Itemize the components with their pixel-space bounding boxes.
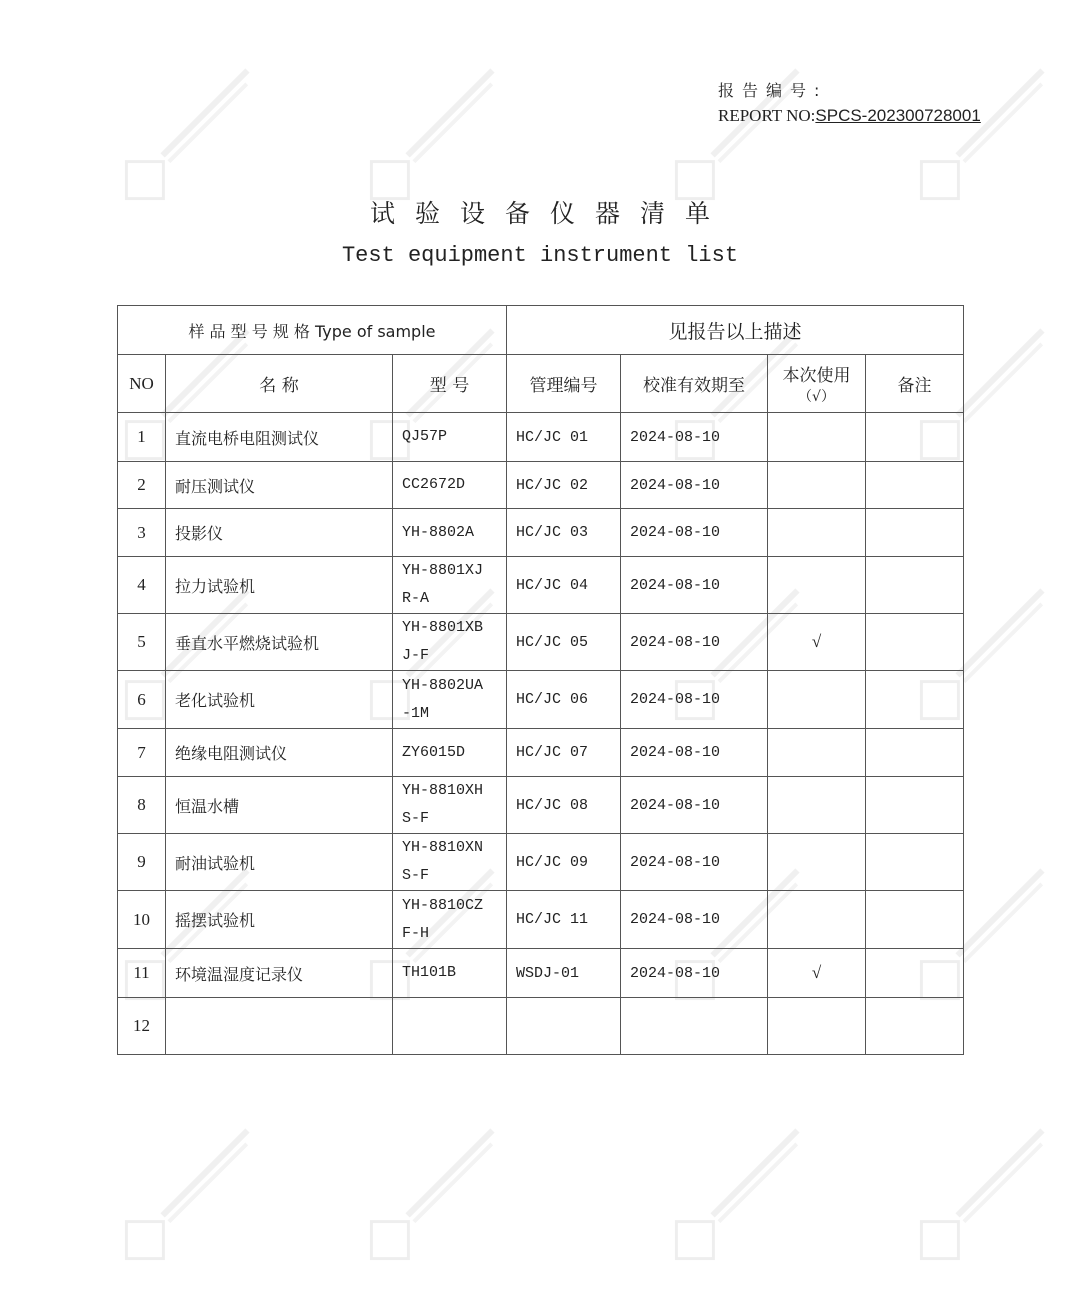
cell-mgmt-no: HC/JC 04 <box>507 557 621 614</box>
cell-model-text: ZY6015D <box>402 743 466 761</box>
table-row <box>118 614 964 671</box>
cell-no: 9 <box>118 834 166 891</box>
report-label-en: REPORT NO: <box>718 106 816 125</box>
cell-mgmt-no: HC/JC 01 <box>507 413 621 462</box>
title-chinese: 试验设备仪器清单 <box>369 199 730 228</box>
cell-name: 耐油试验机 <box>166 834 393 891</box>
cell-mgmt-no: HC/JC 06 <box>507 671 621 729</box>
header-row <box>118 355 964 413</box>
cell-used <box>768 462 866 509</box>
cell-mgmt-no: HC/JC 09 <box>507 834 621 891</box>
cell-name: 摇摆试验机 <box>166 891 393 949</box>
cell-model <box>393 891 507 949</box>
cell-remarks <box>866 998 964 1055</box>
cell-used: √ <box>768 949 866 998</box>
cell-valid-until: 2024-08-10 <box>621 891 768 949</box>
cell-name <box>166 998 393 1055</box>
cell-model <box>393 462 507 509</box>
cell-valid-until: 2024-08-10 <box>621 777 768 834</box>
report-label-cn: 报告编号: <box>718 81 828 100</box>
table-row <box>118 557 964 614</box>
cell-used <box>768 998 866 1055</box>
cell-used <box>768 729 866 777</box>
table-row <box>118 777 964 834</box>
cell-no: 10 <box>118 891 166 949</box>
cell-name: 耐压测试仪 <box>166 462 393 509</box>
cell-valid-until: 2024-08-10 <box>621 413 768 462</box>
cell-remarks <box>866 671 964 729</box>
cell-used <box>768 891 866 949</box>
cell-valid-until: 2024-08-10 <box>621 462 768 509</box>
report-number: SPCS-202300728001 <box>815 106 981 125</box>
table-row <box>118 891 964 949</box>
cell-remarks <box>866 949 964 998</box>
cell-mgmt-no: HC/JC 07 <box>507 729 621 777</box>
table-row <box>118 413 964 462</box>
watermark-logo <box>145 1120 265 1240</box>
sample-type-value: 见报告以上描述 <box>507 306 964 355</box>
cell-name: 直流电桥电阻测试仪 <box>166 413 393 462</box>
cell-used: √ <box>768 614 866 671</box>
cell-remarks <box>866 413 964 462</box>
cell-used <box>768 509 866 557</box>
cell-mgmt-no: HC/JC 08 <box>507 777 621 834</box>
report-number-block <box>718 78 981 128</box>
table-row <box>118 462 964 509</box>
cell-model-text: TH101B <box>402 964 457 981</box>
cell-no: 4 <box>118 557 166 614</box>
cell-name: 恒温水槽 <box>166 777 393 834</box>
cell-model-text: YH-8810CZF-H <box>402 896 484 942</box>
cell-mgmt-no: WSDJ-01 <box>507 949 621 998</box>
cell-remarks <box>866 729 964 777</box>
cell-no: 3 <box>118 509 166 557</box>
cell-valid-until: 2024-08-10 <box>621 949 768 998</box>
header-model: 型 号 <box>393 355 507 413</box>
cell-valid-until: 2024-08-10 <box>621 729 768 777</box>
cell-remarks <box>866 557 964 614</box>
table-row <box>118 834 964 891</box>
cell-valid-until: 2024-08-10 <box>621 557 768 614</box>
cell-model <box>393 509 507 557</box>
cell-valid-until <box>621 998 768 1055</box>
cell-model <box>393 413 507 462</box>
cell-name: 环境温湿度记录仪 <box>166 949 393 998</box>
cell-no: 2 <box>118 462 166 509</box>
cell-mgmt-no <box>507 998 621 1055</box>
cell-name: 老化试验机 <box>166 671 393 729</box>
cell-no: 6 <box>118 671 166 729</box>
cell-used <box>768 413 866 462</box>
cell-used <box>768 671 866 729</box>
table-row <box>118 949 964 998</box>
cell-model-text: YH-8802A <box>402 523 475 541</box>
header-used <box>768 355 866 413</box>
cell-mgmt-no: HC/JC 02 <box>507 462 621 509</box>
table-row <box>118 729 964 777</box>
table-row <box>118 671 964 729</box>
header-used-line2: （√） <box>798 389 835 405</box>
cell-model-text: YH-8810XNS-F <box>402 839 484 884</box>
cell-name: 投影仪 <box>166 509 393 557</box>
cell-remarks <box>866 891 964 949</box>
header-used-line1: 本次使用 <box>782 366 851 386</box>
cell-name: 垂直水平燃烧试验机 <box>166 614 393 671</box>
cell-used <box>768 834 866 891</box>
cell-model-text: YH-8802UA-1M <box>402 676 484 722</box>
header-mgmt-no: 管理编号 <box>507 355 621 413</box>
cell-no: 11 <box>118 949 166 998</box>
cell-no: 1 <box>118 413 166 462</box>
cell-no: 12 <box>118 998 166 1055</box>
cell-no: 5 <box>118 614 166 671</box>
cell-used <box>768 557 866 614</box>
cell-no: 8 <box>118 777 166 834</box>
cell-name: 绝缘电阻测试仪 <box>166 729 393 777</box>
watermark-logo <box>940 1120 1060 1240</box>
cell-mgmt-no: HC/JC 05 <box>507 614 621 671</box>
cell-valid-until: 2024-08-10 <box>621 834 768 891</box>
sample-type-label-text: 样 品 型 号 规 格 Type of sample <box>188 321 436 341</box>
watermark-logo <box>390 60 510 180</box>
watermark-logo <box>145 60 265 180</box>
cell-remarks <box>866 462 964 509</box>
table-row <box>118 509 964 557</box>
table-row <box>118 998 964 1055</box>
cell-model-text: QJ57P <box>402 428 448 445</box>
cell-model-text: YH-8801XBJ-F <box>402 619 484 664</box>
cell-used <box>768 777 866 834</box>
cell-valid-until: 2024-08-10 <box>621 509 768 557</box>
cell-no: 7 <box>118 729 166 777</box>
cell-remarks <box>866 509 964 557</box>
header-name: 名 称 <box>166 355 393 413</box>
cell-remarks <box>866 834 964 891</box>
cell-valid-until: 2024-08-10 <box>621 671 768 729</box>
cell-model <box>393 557 507 614</box>
watermark-logo <box>390 1120 510 1240</box>
cell-remarks <box>866 614 964 671</box>
header-no: NO <box>118 355 166 413</box>
cell-model-text: CC2672D <box>402 476 466 493</box>
cell-valid-until: 2024-08-10 <box>621 614 768 671</box>
cell-name: 拉力试验机 <box>166 557 393 614</box>
cell-model <box>393 614 507 671</box>
cell-model-text: YH-8810XHS-F <box>402 782 484 827</box>
cell-model <box>393 949 507 998</box>
header-valid-until: 校准有效期至 <box>621 355 768 413</box>
equipment-table <box>117 305 964 1055</box>
cell-remarks <box>866 777 964 834</box>
header-remarks: 备注 <box>866 355 964 413</box>
title-english: Test equipment instrument list <box>341 243 739 268</box>
cell-model <box>393 834 507 891</box>
cell-model <box>393 998 507 1055</box>
sample-type-row <box>118 306 964 355</box>
sample-type-label <box>118 306 507 355</box>
cell-model <box>393 729 507 777</box>
watermark-logo <box>695 1120 815 1240</box>
cell-mgmt-no: HC/JC 03 <box>507 509 621 557</box>
cell-mgmt-no: HC/JC 11 <box>507 891 621 949</box>
cell-model <box>393 777 507 834</box>
cell-model-text: YH-8801XJR-A <box>402 562 484 607</box>
cell-model <box>393 671 507 729</box>
